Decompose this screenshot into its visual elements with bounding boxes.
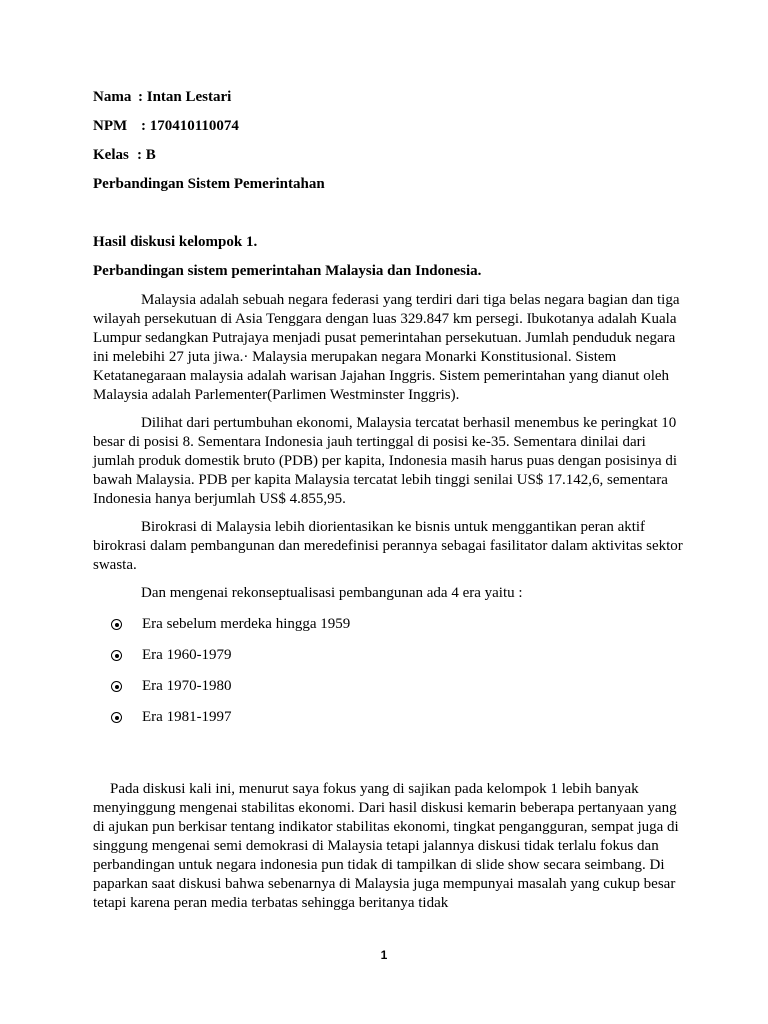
npm-label: NPM xyxy=(93,118,128,134)
paragraph-bureaucracy: Birokrasi di Malaysia lebih diorientasikan ke bisnis untuk menggantikan peran aktif birokrasi dalam pembangunan dan meredefinisi perannya sebagai fasilitator dalam aktivitas sektor swasta. xyxy=(93,519,683,573)
spacer xyxy=(93,194,683,233)
paragraph-malaysia-overview: Malaysia adalah sebuah negara federasi yang terdiri dari tiga belas negara bagian dan tiga wilayah persekutuan di Asia Tenggara dengan luas 329.847 km persegi. Ibukotanya adalah Kuala Lumpur sedangkan Putrajaya menjadi pusat pemerintahan persekutuan. Jumlah penduduk negara ini melebihi 27 juta jiwa.· Malaysia merupakan negara Monarki Konstitusional. Sistem Ketatanegaraan malaysia adalah warisan Jajahan Inggris. Sistem pemerintahan yang dianut oleh Malaysia adalah Parlementer(Parlimen Westminster Inggris). xyxy=(93,292,680,403)
section-subheading: Perbandingan sistem pemerintahan Malaysia dan Indonesia. xyxy=(93,263,482,279)
list-item xyxy=(111,677,701,696)
document-content xyxy=(93,88,683,922)
radio-bullet-icon xyxy=(111,681,122,692)
page-number: 1 xyxy=(380,948,388,962)
era-label: Era 1960-1979 xyxy=(142,647,232,663)
list-item xyxy=(111,646,701,665)
radio-bullet-icon xyxy=(111,712,122,723)
spacer xyxy=(93,252,683,262)
section-heading: Hasil diskusi kelompok 1. xyxy=(93,234,258,250)
student-npm-line xyxy=(93,117,683,136)
name-value: : Intan Lestari xyxy=(138,89,232,105)
era-list xyxy=(93,615,683,727)
era-label: Era 1981-1997 xyxy=(142,709,232,725)
list-item xyxy=(111,708,701,727)
era-label: Era sebelum merdeka hingga 1959 xyxy=(142,616,351,632)
class-value: : B xyxy=(137,147,156,163)
class-label: Kelas xyxy=(93,147,129,163)
radio-bullet-icon xyxy=(111,619,122,630)
npm-value: : 170410110074 xyxy=(141,118,239,134)
paragraph-era-intro: Dan mengenai rekonseptualisasi pembangunan ada 4 era yaitu : xyxy=(141,585,523,601)
radio-bullet-icon xyxy=(111,650,122,661)
spacer xyxy=(93,281,683,291)
subject-title: Perbandingan Sistem Pemerintahan xyxy=(93,176,325,192)
student-name-line xyxy=(93,88,683,107)
student-class-line xyxy=(93,146,683,165)
list-item xyxy=(111,615,701,634)
paragraph-economic-growth: Dilihat dari pertumbuhan ekonomi, Malaysia tercatat berhasil menembus ke peringkat 10 besar di posisi 8. Sementara Indonesia jauh tertinggal di posisi ke-35. Sementara dinilai dari jumlah produk domestik bruto (PDB) per kapita, Indonesia masih harus puas dengan posisinya di bawah Malaysia. PDB per kapita Malaysia tercatat lebih tinggi senilai US$ 17.142,6, sementara Indonesia hanya berjumlah US$ 4.855,95. xyxy=(93,415,678,507)
paragraph-discussion-reflection: Pada diskusi kali ini, menurut saya fokus yang di sajikan pada kelompok 1 lebih banyak menyinggung mengenai stabilitas ekonomi. Dari hasil diskusi kemarin beberapa pertanyaan yang di ajukan pun berkisar tentang indikator stabilitas ekonomi, tingkat pengangguran, sempat juga di singgung mengenai semi demokrasi di Malaysia tetapi jalannya diskusi tidak terlalu fokus dan perbandingan untuk negara indonesia pun tidak di tampilkan di slide show secara seimbang. Di paparkan saat diskusi bahwa sebenarnya di Malaysia juga mempunyai masalah yang cukup besar tetapi karena peran media terbatas sehingga beritanya tidak xyxy=(93,781,679,911)
era-label: Era 1970-1980 xyxy=(142,678,232,694)
name-label: Nama xyxy=(93,89,132,105)
